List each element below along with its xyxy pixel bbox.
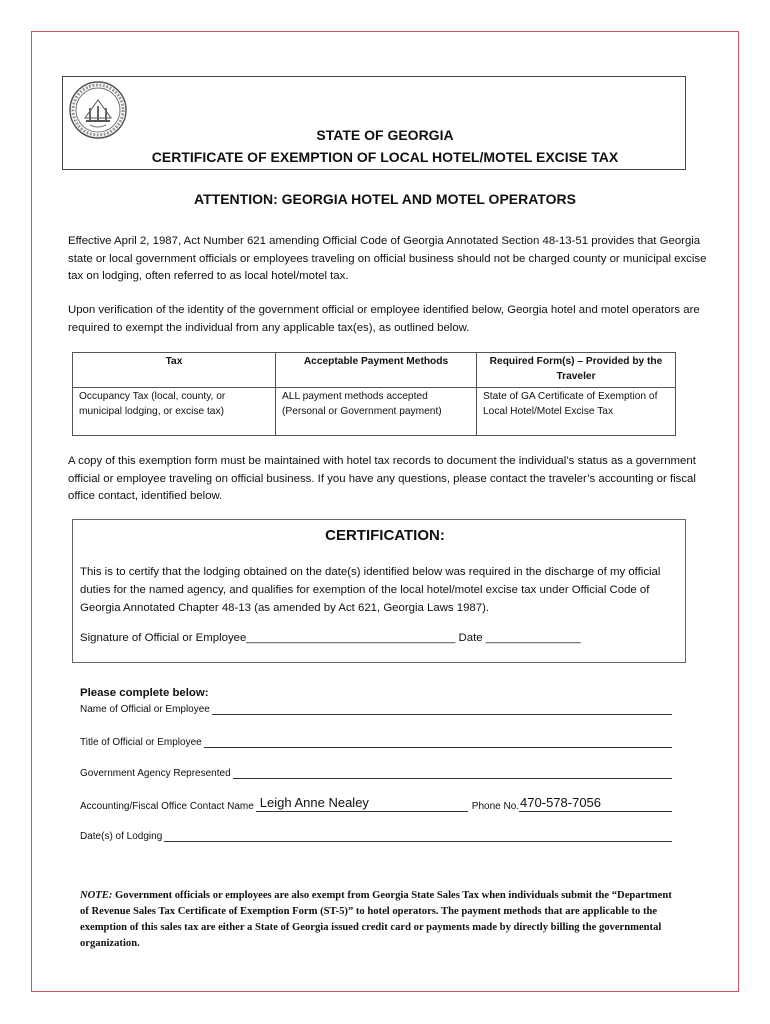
verification-paragraph: Upon verification of the identity of the government official or employee identified below, Georgia hotel and motel operators are required to exempt the individual from any applicable tax(es), as outlined below. (68, 304, 700, 334)
contact-label: Accounting/Fiscal Office Contact Name (80, 801, 254, 812)
phone-input-line[interactable] (519, 795, 672, 812)
table-cell-payment: ALL payment methods accepted (Personal or Government payment) (276, 388, 477, 436)
lodging-dates-label: Date(s) of Lodging (80, 831, 163, 842)
records-paragraph: A copy of this exemption form must be maintained with hotel tax records to document the individual’s status as a government official or employee traveling on official business. If you have any questions, please contact the traveler’s accounting or fiscal office contact, identified below. (68, 455, 696, 502)
table-cell-forms: State of GA Certificate of Exemption of Local Hotel/Motel Excise Tax (477, 388, 676, 436)
table-header-forms: Required Form(s) – Provided by the Traveler (477, 353, 676, 388)
attention-heading: ATTENTION: GEORGIA HOTEL AND MOTEL OPERATORS (194, 191, 576, 207)
table-header-row (73, 353, 676, 388)
page-border (31, 31, 739, 992)
title-field[interactable] (80, 736, 672, 748)
title-label: Title of Official or Employee (80, 737, 202, 748)
name-label: Name of Official or Employee (80, 704, 210, 715)
contact-name-value: Leigh Anne Nealey (259, 795, 369, 810)
form-heading: Please complete below: (80, 687, 209, 699)
certification-text: This is to certify that the lodging obtained on the date(s) identified below was required in the discharge of my official duties for the named agency, and qualifies for exemption of the local hotel/motel excise tax under Official Code of Georgia Annotated Chapter 48-13 (as amended by Act 621, Georgia Laws 1987). (80, 566, 661, 614)
signature-date-line[interactable]: Signature of Official or Employee_________________________________ Date _______________ (80, 632, 581, 644)
agency-label: Government Agency Represented (80, 768, 231, 779)
contact-field[interactable] (80, 795, 672, 812)
table-header-payment: Acceptable Payment Methods (276, 353, 477, 388)
phone-value: 470-578-7056 (520, 795, 602, 810)
title-input-line[interactable] (204, 736, 672, 748)
note-paragraph (80, 888, 680, 952)
contact-input-line[interactable] (256, 795, 468, 812)
tax-table (72, 352, 676, 436)
document-title-state: STATE OF GEORGIA (316, 127, 454, 143)
table-row (73, 388, 676, 436)
certification-title: CERTIFICATION: (325, 527, 445, 544)
lodging-dates-field[interactable] (80, 830, 672, 842)
agency-field[interactable] (80, 767, 672, 779)
intro-paragraph: Effective April 2, 1987, Act Number 621 amending Official Code of Georgia Annotated Section 48-13-51 provides that Georgia state or local government officials or employees traveling on official business should not be charged county or municipal excise tax on lodging, often referred to as local hotel/motel tax. (68, 235, 707, 282)
agency-input-line[interactable] (233, 767, 672, 779)
name-field[interactable] (80, 703, 672, 715)
phone-label: Phone No. (471, 801, 520, 812)
table-header-tax: Tax (73, 353, 276, 388)
name-input-line[interactable] (212, 703, 672, 715)
table-cell-tax: Occupancy Tax (local, county, or municipal lodging, or excise tax) (73, 388, 276, 436)
note-label: NOTE: (80, 890, 113, 901)
note-text: Government officials or employees are also exempt from Georgia State Sales Tax when individuals submit the “Department of Revenue Sales Tax Certificate of Exemption Form (ST-5)” to hotel operators. The payment methods that are applicable to the exemption of this sales tax are either a State of Georgia issued credit card or payments made by directly billing the governmental organization. (80, 890, 672, 949)
lodging-dates-input-line[interactable] (164, 830, 672, 842)
document-title-certificate: CERTIFICATE OF EXEMPTION OF LOCAL HOTEL/MOTEL EXCISE TAX (151, 149, 619, 165)
